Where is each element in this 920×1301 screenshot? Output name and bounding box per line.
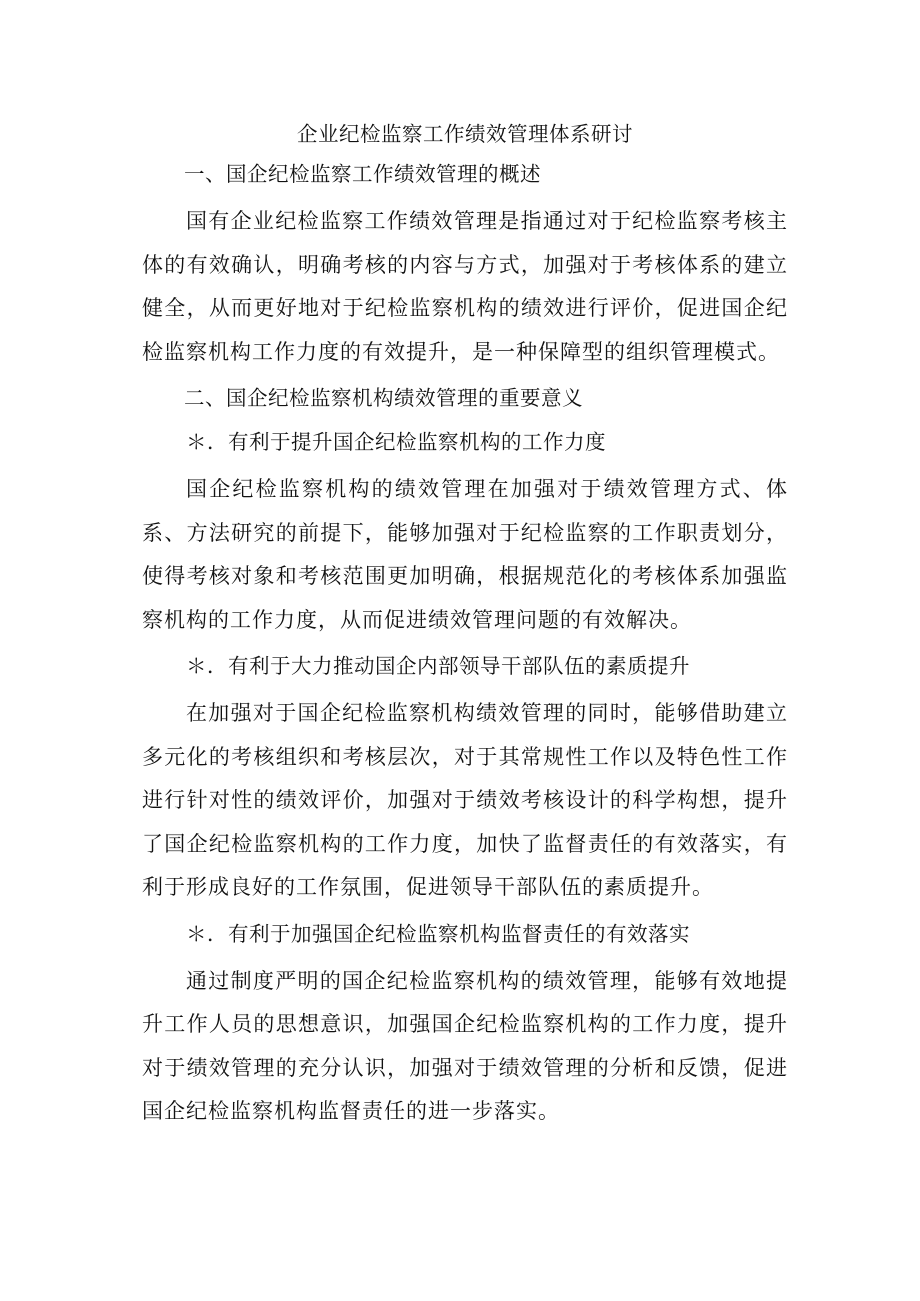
paragraph-work-strength: 国企纪检监察机构的绩效管理在加强对于绩效管理方式、体系、方法研究的前提下，能够加强对于纪检监察的工作职责划分，使得考核对象和考核范围更加明确，根据规范化的考核体系加强监察机构的工作力度，从而促进绩效管理问题的有效解决。 [142, 477, 788, 632]
document-body [142, 114, 788, 1138]
section-heading-significance: 二、国企纪检监察机构绩效管理的重要意义 [184, 386, 583, 410]
subheading-supervision-responsibility: ＊．有利于加强国企纪检监察机构监督责任的有效落实 [186, 921, 690, 946]
paragraph-supervision-responsibility: 通过制度严明的国企纪检监察机构的绩效管理，能够有效地提升工作人员的思想意识，加强国企纪检监察机构的工作力度，提升对于绩效管理的充分认识，加强对于绩效管理的分析和反馈，促进国企纪检监察机构监督责任的进一步落实。 [142, 968, 788, 1123]
subheading-cadre-quality: ＊．有利于大力推动国企内部领导干部队伍的素质提升 [186, 654, 690, 678]
document-title: 企业纪检监察工作绩效管理体系研讨 [297, 122, 633, 146]
paragraph-cadre-quality: 在加强对于国企纪检监察机构绩效管理的同时，能够借助建立多元化的考核组织和考核层次，对于其常规性工作以及特色性工作进行针对性的绩效评价，加强对于绩效考核设计的科学构想，提升了国企纪检监察机构的工作力度，加快了监督责任的有效落实，有利于形成良好的工作氛围，促进领导干部队伍的素质提升。 [142, 701, 788, 899]
section-heading-overview: 一、国企纪检监察工作绩效管理的概述 [184, 162, 541, 186]
subheading-work-strength: ＊．有利于提升国企纪检监察机构的工作力度 [186, 430, 606, 454]
section-paragraph-overview: 国有企业纪检监察工作绩效管理是指通过对于纪检监察考核主体的有效确认，明确考核的内容与方式，加强对于考核体系的建立健全，从而更好地对于纪检监察机构的绩效进行评价，促进国企纪检监察机构工作力度的有效提升，是一种保障型的组织管理模式。 [142, 209, 788, 364]
